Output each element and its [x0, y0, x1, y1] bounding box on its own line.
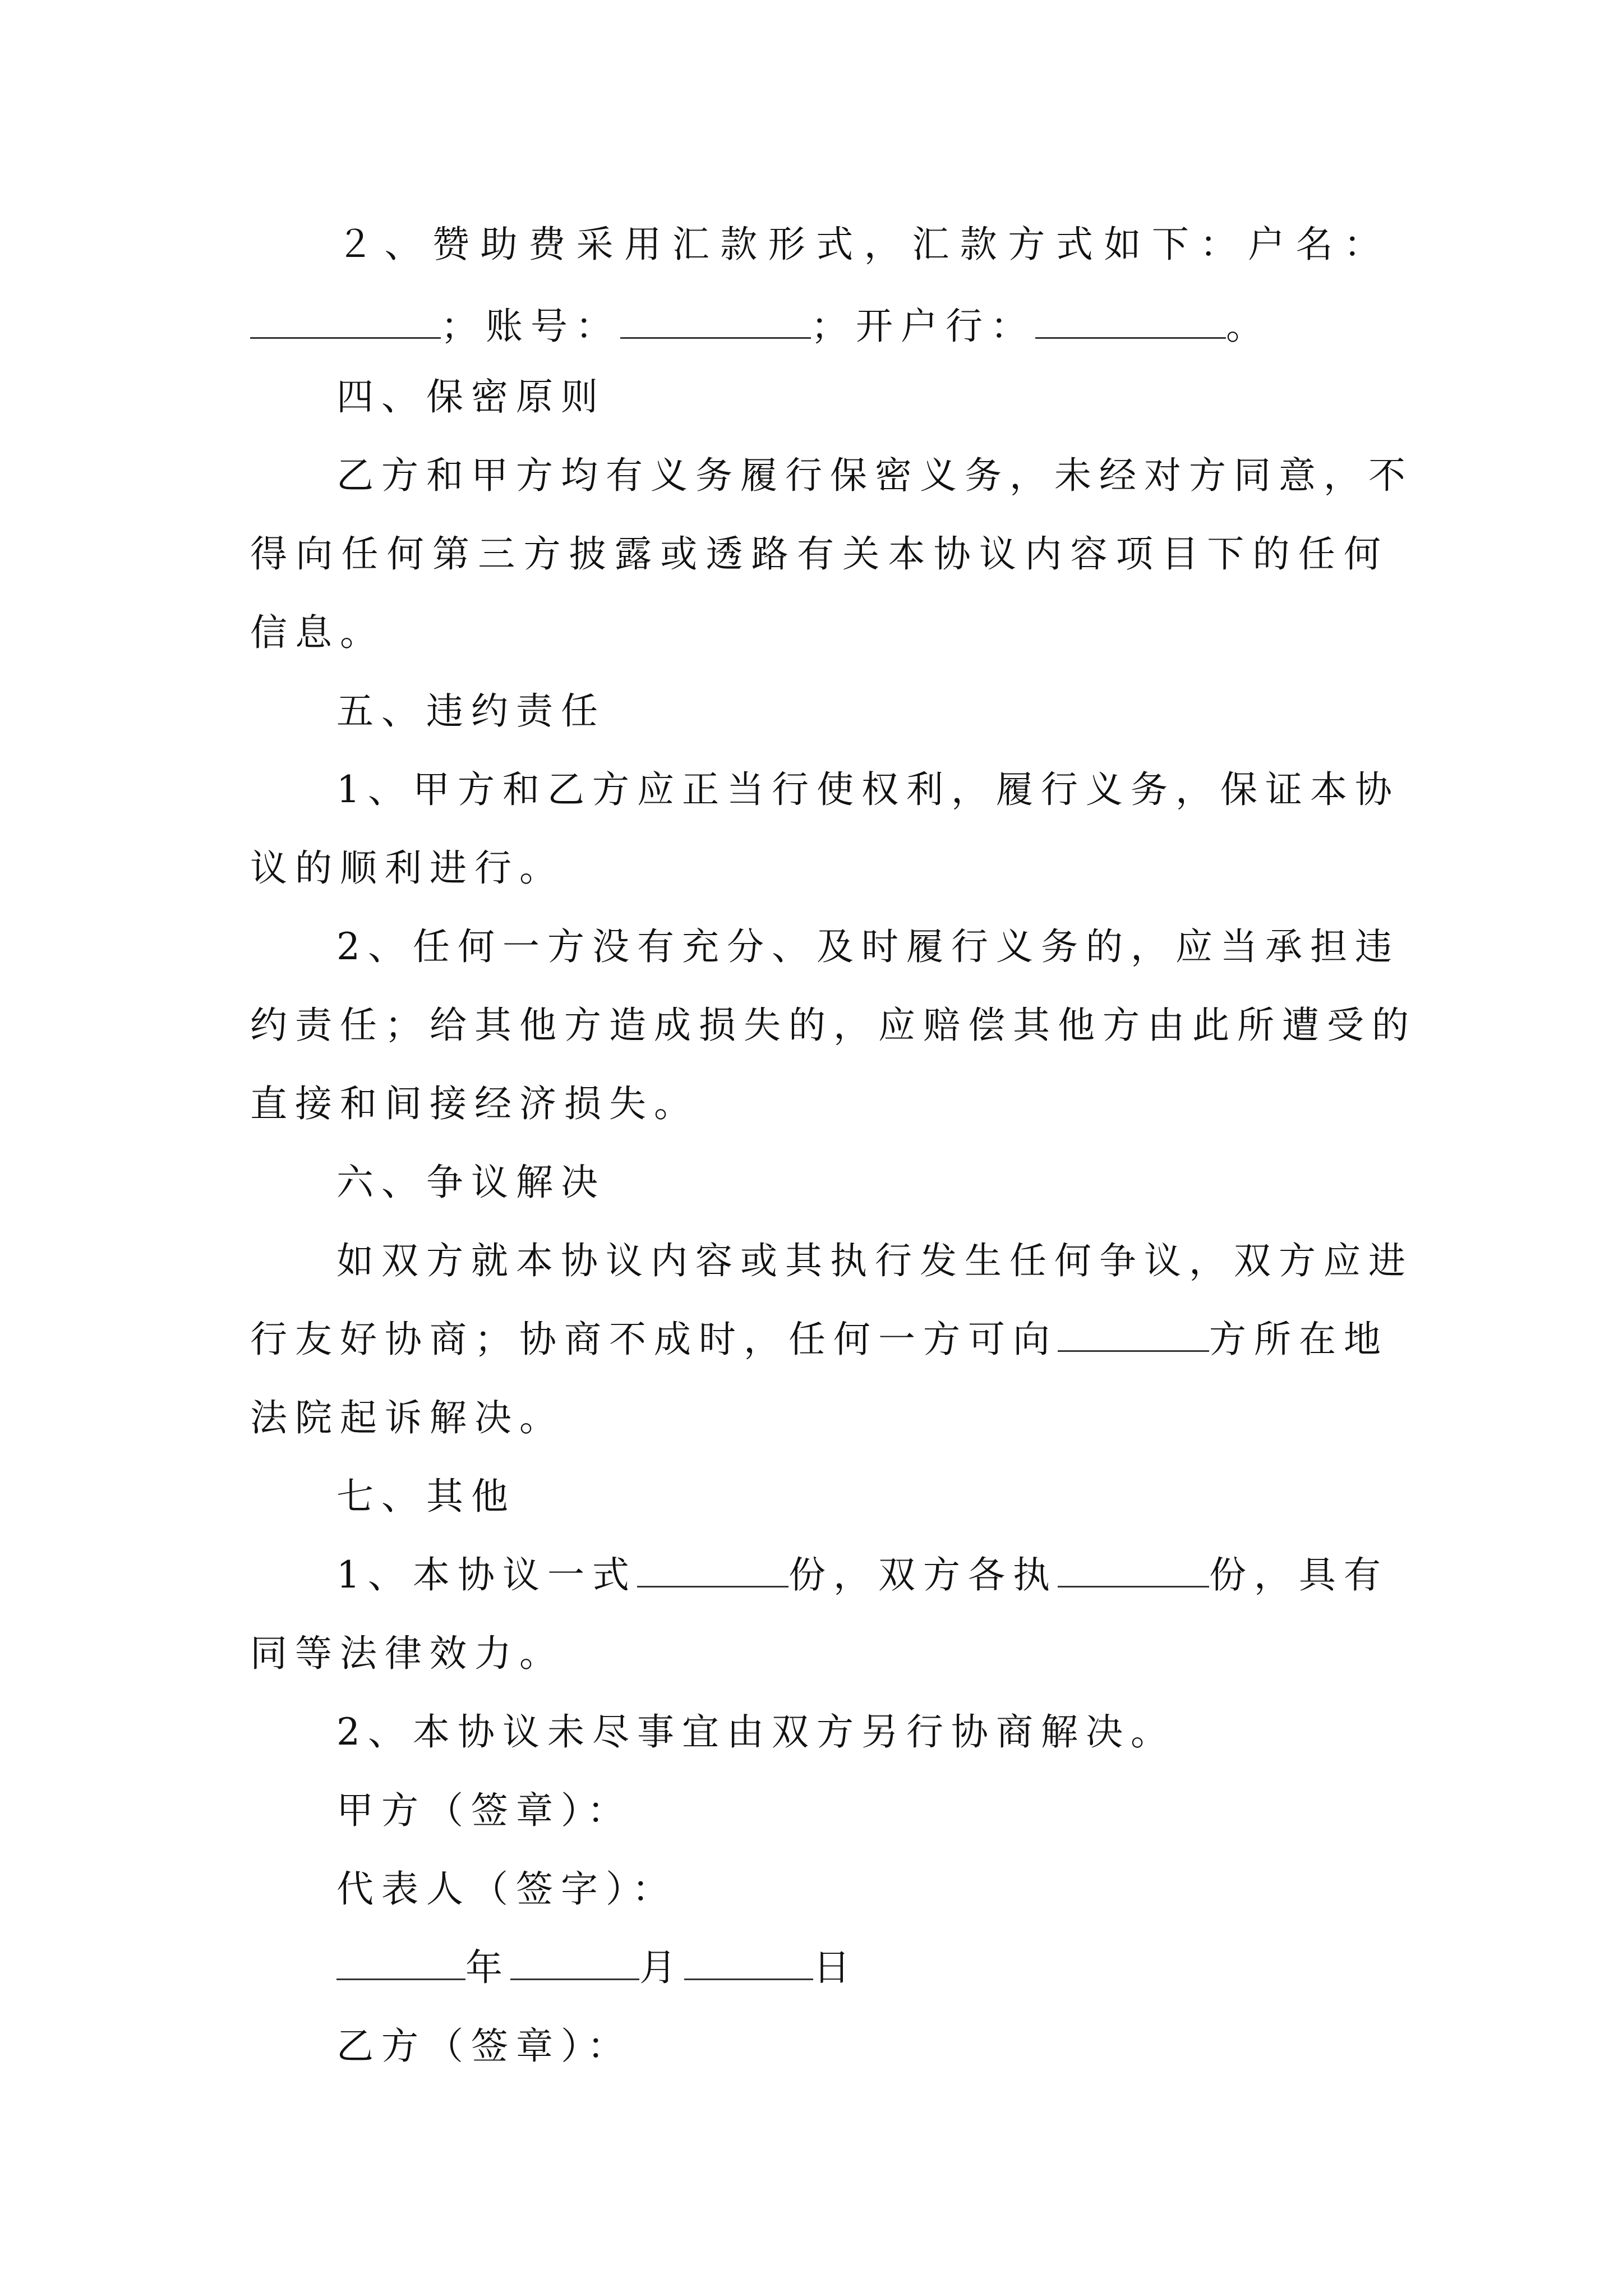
section-heading-liability [336, 678, 1389, 745]
text: 得向任何第三方披露或透路有关本协议内容项目下的任何 [250, 532, 1389, 576]
paragraph-line [336, 1542, 1389, 1609]
account-number-blank[interactable] [620, 302, 811, 339]
text: 乙方（签章）： [336, 2024, 632, 2068]
copies-total-blank[interactable] [637, 1551, 789, 1588]
date-line [336, 1934, 1389, 2001]
account-number-label: ；账号： [441, 305, 620, 348]
paragraph-line [250, 835, 1389, 902]
heading-text: 四、保密原则 [336, 375, 606, 418]
party-a-seal [336, 1777, 1389, 1844]
text: 约责任；给其他方造成损失的，应赔偿其他方由此所遭受的 [250, 1004, 1417, 1047]
bank-label: ；开户行： [811, 305, 1035, 348]
paragraph-line [250, 1306, 1389, 1373]
day-blank[interactable] [684, 1944, 813, 1980]
paragraph-line [336, 442, 1413, 509]
text: 2、本协议未尽事宜由双方另行协商解决。 [336, 1710, 1175, 1754]
year-blank[interactable] [336, 1944, 465, 1980]
text: 代表人（签字）： [336, 1867, 677, 1911]
text: 甲方（签章）： [336, 1789, 632, 1832]
text: 直接和间接经济损失。 [250, 1082, 699, 1125]
paragraph-line [336, 1227, 1413, 1295]
paragraph-line [250, 1070, 1389, 1138]
paragraph-line [250, 599, 1389, 666]
text: ２、赞助费采用汇款形式，汇款方式如下：户名： [336, 223, 1389, 266]
day-label: 日 [813, 1946, 858, 1989]
section-heading-dispute [336, 1149, 1389, 1216]
paragraph-line [250, 1384, 1389, 1452]
text: 信息。 [250, 611, 385, 654]
text: 议的顺利进行。 [250, 846, 564, 890]
paragraph-line [250, 1620, 1389, 1687]
text: 1、甲方和乙方应正当行使权利，履行义务，保证本协 [336, 768, 1400, 811]
paragraph-line [250, 992, 1417, 1059]
copies-each-blank[interactable] [1058, 1551, 1209, 1588]
paragraph-line [336, 1699, 1389, 1766]
heading-text: 五、违约责任 [336, 689, 606, 733]
month-blank[interactable] [510, 1944, 639, 1980]
heading-text: 七、其他 [336, 1475, 516, 1518]
text: 乙方和甲方均有义务履行保密义务，未经对方同意，不 [336, 454, 1413, 497]
text: 行友好协商；协商不成时，任何一方可向 [250, 1318, 1058, 1361]
paragraph-line [336, 756, 1400, 823]
text: 份，双方各执 [789, 1553, 1058, 1596]
text: 2、任何一方没有充分、及时履行义务的，应当承担违 [336, 925, 1400, 968]
text: 法院起诉解决。 [250, 1396, 564, 1439]
party-b-seal [336, 2013, 1389, 2080]
text: 方所在地 [1209, 1318, 1389, 1361]
court-location-blank[interactable] [1058, 1315, 1209, 1352]
paragraph-line [250, 521, 1389, 588]
paragraph-line [336, 913, 1400, 981]
text: 同等法律效力。 [250, 1632, 564, 1675]
month-label: 月 [639, 1946, 684, 1989]
account-name-blank[interactable] [250, 302, 441, 339]
text: 1、本协议一式 [336, 1553, 637, 1596]
text: 如双方就本协议内容或其执行发生任何争议，双方应进 [336, 1239, 1413, 1282]
section-heading-confidentiality [336, 364, 1389, 431]
heading-text: 六、争议解决 [336, 1161, 606, 1204]
payment-method-line [336, 211, 1389, 278]
representative-signature [336, 1856, 1389, 1923]
text: 份，具有 [1209, 1553, 1389, 1596]
section-heading-other [336, 1463, 1389, 1530]
year-label: 年 [465, 1946, 510, 1989]
bank-details-line [250, 293, 1389, 360]
bank-blank[interactable] [1035, 302, 1226, 339]
period: 。 [1226, 305, 1271, 348]
